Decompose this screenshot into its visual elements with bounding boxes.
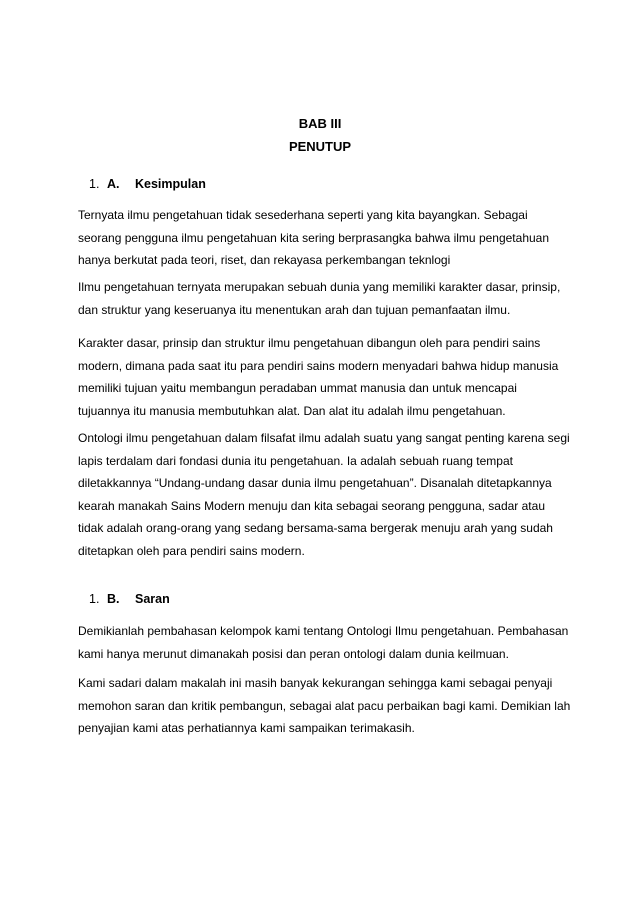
paragraph-line: Ilmu pengetahuan ternyata merupakan sebuah dunia yang memiliki karakter dasar, prinsip, (78, 280, 561, 294)
section-number: 1. (89, 177, 100, 191)
paragraph-line: Demikianlah pembahasan kelompok kami tentang Ontologi Ilmu pengetahuan. Pembahasan (78, 624, 569, 638)
chapter-number: BAB III (298, 116, 342, 131)
paragraph-line: kearah manakah Sains Modern menuju dan kita sebagai seorang pengguna, sadar atau (78, 498, 545, 513)
section-letter: A. (107, 177, 120, 191)
paragraph (78, 672, 571, 740)
paragraph-line: seorang pengguna ilmu pengetahuan kita sering berprasangka bahwa ilmu pengetahuan (78, 230, 550, 245)
section-heading-saran (89, 591, 170, 607)
paragraph-line: dan struktur yang keseruanya itu menentukan arah dan tujuan pemanfaatan ilmu. (78, 302, 511, 317)
paragraph-line: kami hanya merunut dimanakah posisi dan peran ontologi dalam dunia keilmuan. (78, 646, 509, 661)
section-heading-kesimpulan (89, 176, 206, 192)
paragraph-line: penyajian kami atas perhatiannya kami sampaikan terimakasih. (78, 721, 415, 735)
paragraph (78, 427, 568, 562)
paragraph-line: diletakkannya “Undang-undang dasar dunia ilmu pengetahuan”. Disanalah ditetapkannya (78, 476, 552, 490)
chapter-title: PENUTUP (288, 139, 352, 154)
section-heading-text: Saran (135, 592, 170, 606)
paragraph (78, 620, 568, 665)
paragraph (78, 204, 568, 272)
paragraph-line: tujuannya itu manusia membutuhkan alat. Dan alat itu adalah ilmu pengetahuan. (78, 403, 506, 418)
section-number: 1. (89, 592, 100, 606)
chapter-title-block (230, 112, 410, 158)
paragraph-line: memiliki tujuan yaitu membangun peradaban ummat manusia dan untuk mencapai (78, 381, 517, 395)
paragraph-line: lapis terdalam dari fondasi dunia itu pengetahuan. Ia adalah sebuah ruang tempat (78, 453, 513, 468)
paragraph-line: Kami sadari dalam makalah ini masih banyak kekurangan sehingga kami sebagai penyaji (78, 676, 553, 690)
paragraph-line: hanya berkutat pada teori, riset, dan rekayasa perkembangan teknlogi (78, 253, 451, 267)
paragraph-line: Ontologi ilmu pengetahuan dalam filsafat ilmu adalah suatu yang sangat penting karena segi (78, 431, 570, 445)
paragraph-line: modern, dimana pada saat itu para pendiri sains modern menyadari bahwa hidup manusia (78, 358, 559, 373)
paragraph-line: tidak adalah orang-orang yang sedang bersama-sama bergerak menuju arah yang sudah (78, 521, 553, 535)
paragraph-line: Ternyata ilmu pengetahuan tidak sesederhana seperti yang kita bayangkan. Sebagai (78, 208, 528, 222)
paragraph-line: ditetapkan oleh para pendiri sains modern. (78, 543, 305, 558)
paragraph-line: Karakter dasar, prinsip dan struktur ilmu pengetahuan dibangun oleh para pendiri sains (78, 336, 541, 350)
section-letter: B. (107, 592, 120, 606)
paragraph (78, 276, 568, 321)
section-heading-text: Kesimpulan (135, 177, 206, 191)
paragraph (78, 332, 568, 422)
paragraph-line: memohon saran dan kritik pembangun, sebagai alat pacu perbaikan bagi kami. Demikian lah (78, 698, 571, 713)
